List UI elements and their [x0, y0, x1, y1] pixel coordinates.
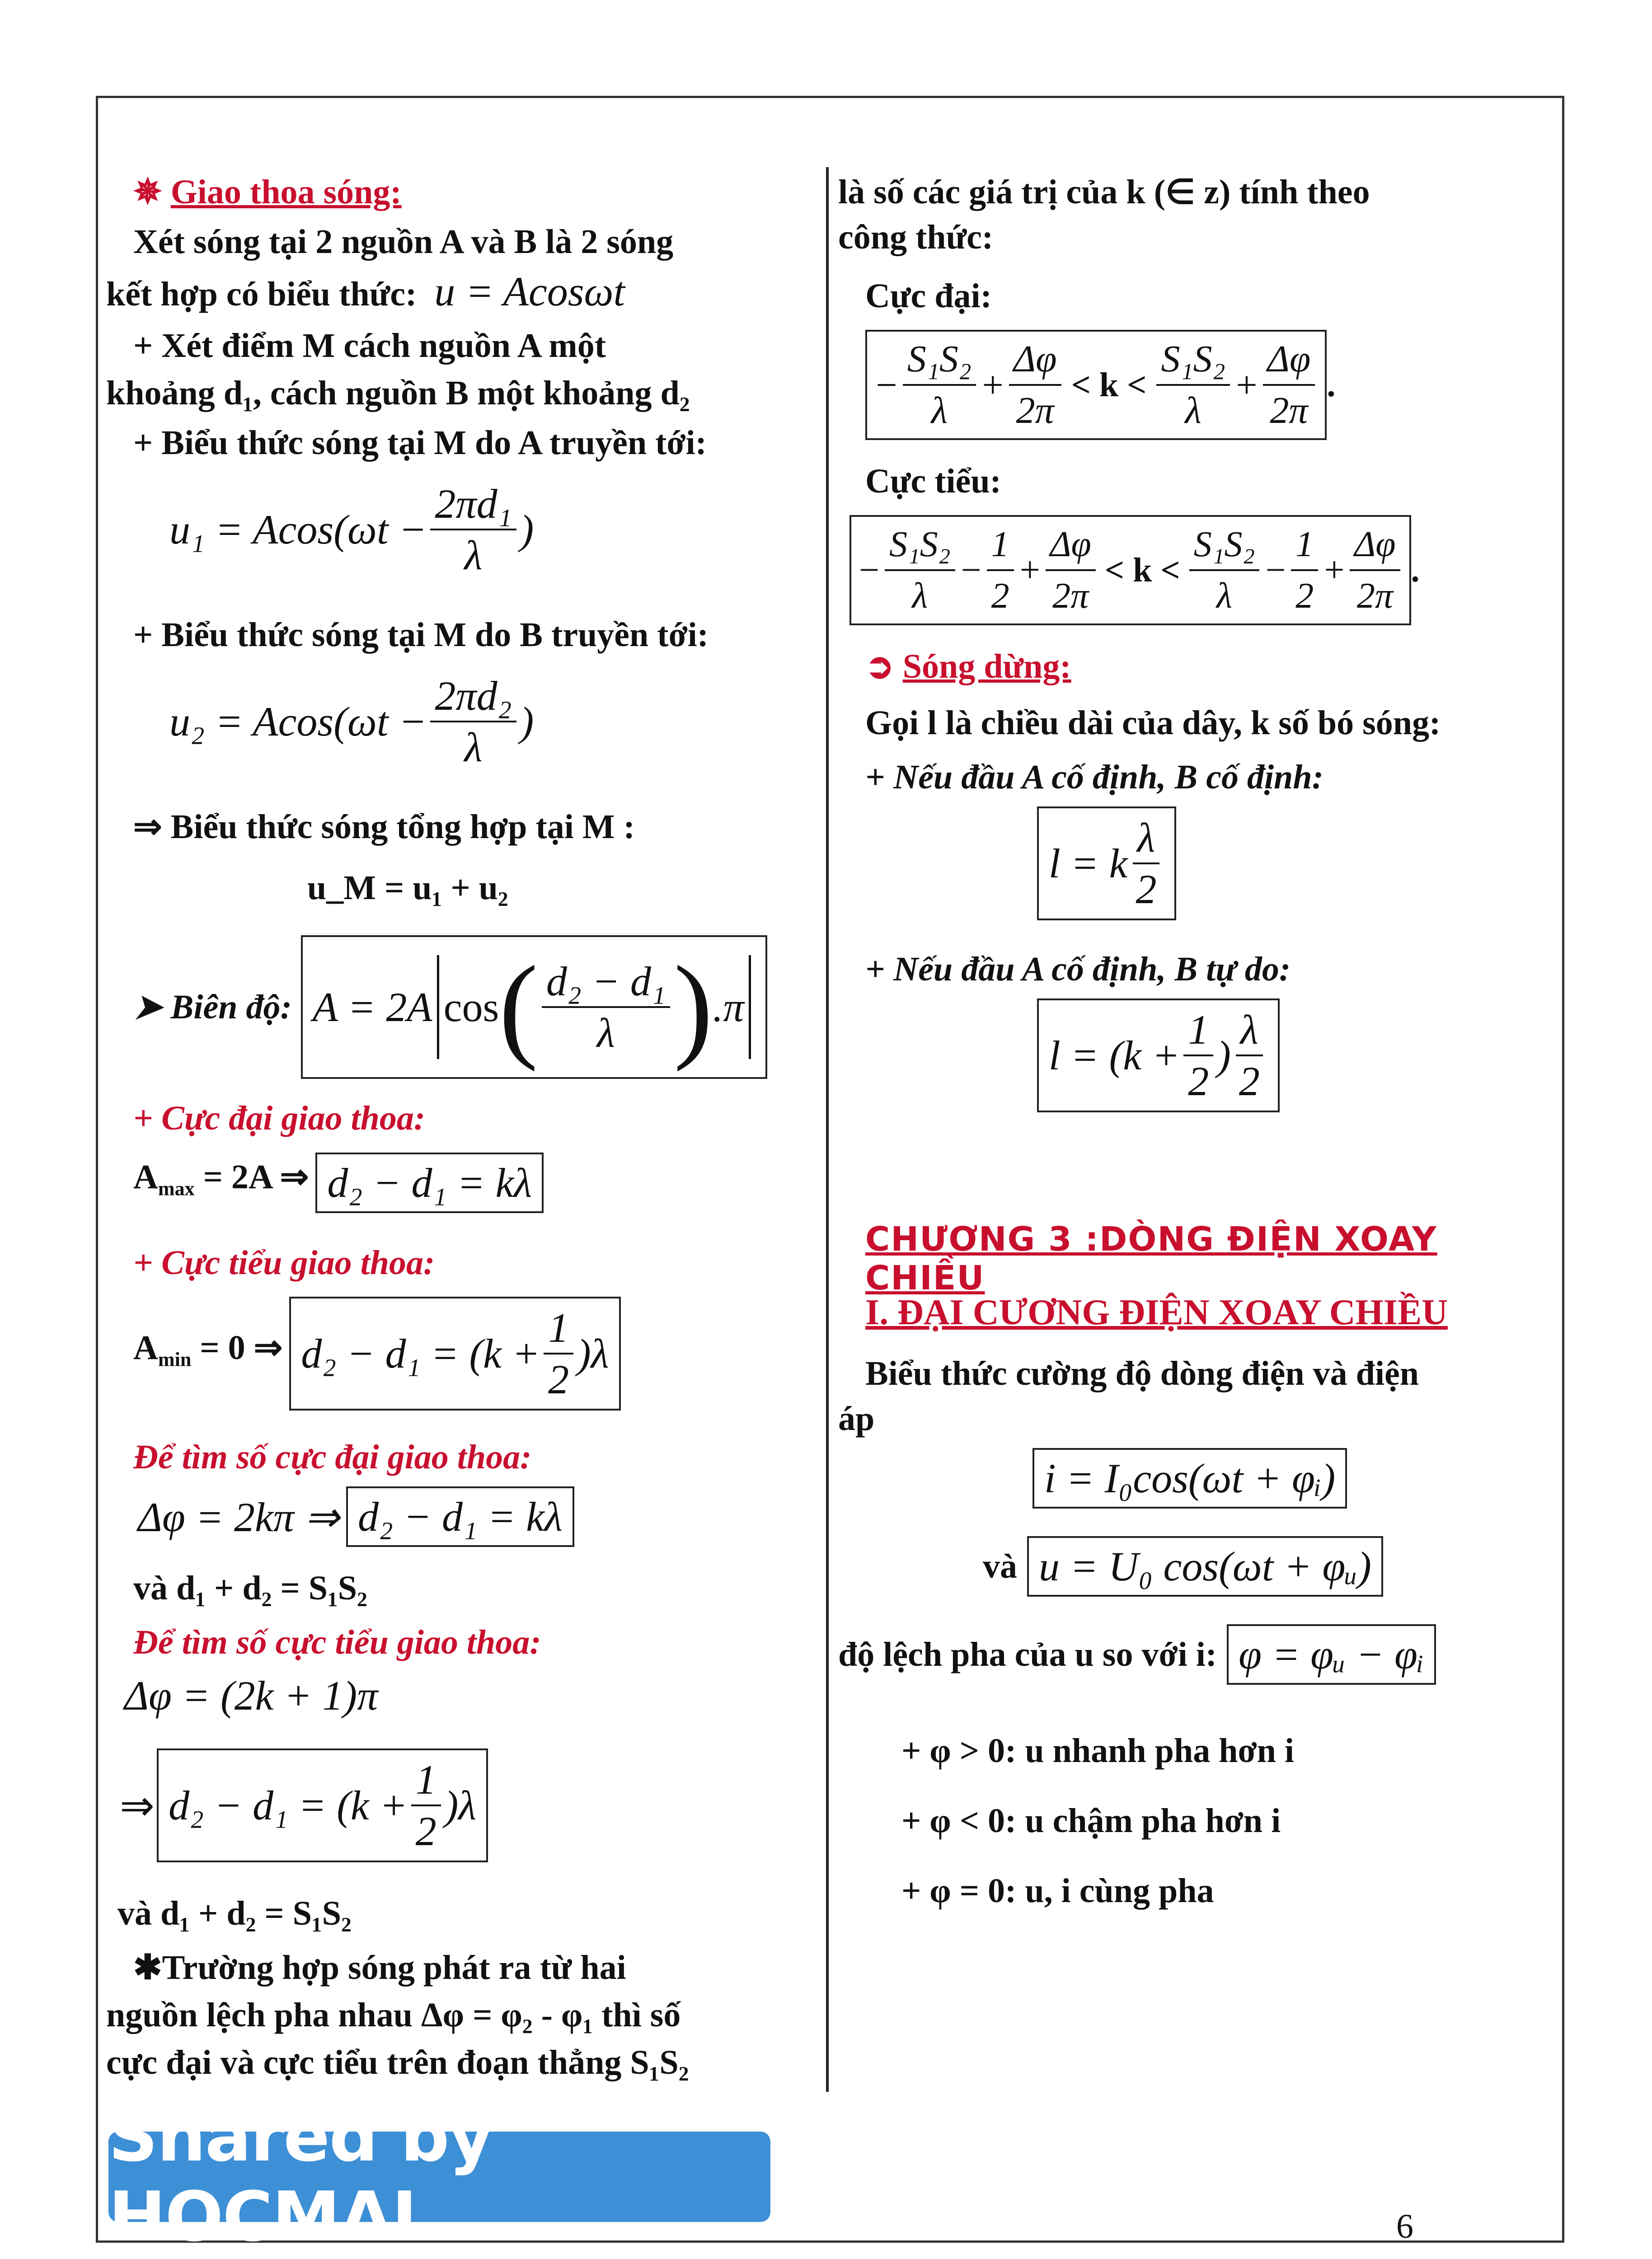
nf3-den: 2π [1052, 576, 1089, 616]
amp-lhs: A = 2A [312, 984, 432, 1030]
amin-row [133, 1297, 621, 1411]
mf4-num: Δφ [1263, 334, 1315, 386]
cont-line-1: là số các giá trị của k (∈ z) tính theo [838, 173, 1370, 211]
abs-bar-right [749, 955, 751, 1059]
point-line-1: + Xét điểm M cách nguồn A một [133, 327, 606, 365]
amax-a: A [133, 1158, 158, 1196]
min-minus-1: − [857, 550, 881, 590]
u-formula-row [983, 1536, 1383, 1597]
u2-num: 2πd₂ [430, 671, 516, 722]
min-inequality-row [849, 515, 1420, 625]
min-label: Cực tiểu: [865, 462, 1001, 500]
abs-bar-left [437, 955, 439, 1059]
u2-formula [169, 671, 534, 772]
amin-formula-b: )λ [577, 1331, 609, 1377]
mf2-den: 2π [1016, 389, 1054, 431]
phase-row [838, 1624, 1436, 1685]
intro-line-1: Xét sóng tại 2 nguồn A và B là 2 sóng [133, 223, 674, 261]
amin-half [544, 1303, 573, 1404]
lambda-half [1131, 813, 1161, 914]
amp-tail: .π [713, 984, 744, 1030]
standing-text: Sóng dừng: [902, 647, 1071, 685]
lkh-two: 2 [1188, 1058, 1209, 1104]
cont-line-2: công thức: [838, 218, 994, 256]
max-minus: − [873, 364, 899, 406]
i-formula-box: i = I₀cos(ωt + φᵢ) [1032, 1448, 1347, 1509]
u2-close: ) [520, 698, 534, 745]
nf6-num: Δφ [1350, 520, 1400, 571]
mf2-num: Δφ [1009, 334, 1061, 386]
arrow-right-icon: ➲ [865, 647, 903, 685]
l-eq-k-half-box [1037, 998, 1280, 1112]
amplitude-box [301, 935, 767, 1079]
amplitude-label: ➤ Biên độ: [133, 988, 292, 1026]
min-minus-2: − [958, 550, 983, 590]
find-min-row [120, 1748, 488, 1862]
min-frac-4 [1189, 520, 1260, 621]
min-lt-k-lt: < k < [1104, 551, 1180, 589]
max-plus-1: + [980, 364, 1005, 406]
l-eq-k: l = k [1049, 840, 1128, 886]
find-max-row [138, 1486, 574, 1547]
max-title: + Cực đại giao thoa: [133, 1099, 426, 1137]
nf1-den: λ [912, 576, 928, 616]
chapter-title: CHƯƠNG 3 :DÒNG ĐIỆN XOAY CHIỀU [865, 1220, 1437, 1298]
amp-num: d₂ − d₁ [542, 956, 670, 1008]
phase-case-2: + φ < 0: u chậm pha hơn i [901, 1802, 1281, 1840]
u1-den: λ [464, 532, 483, 578]
nf3-num: Δφ [1046, 520, 1096, 571]
phase-label: độ lệch pha của u so với i: [838, 1636, 1217, 1673]
find-min-formula-box [157, 1748, 488, 1862]
lkh-one: 1 [1183, 1005, 1213, 1056]
fixed-fixed-label: + Nếu đầu A cố định, B cố định: [865, 758, 1323, 796]
fm-half-num: 1 [411, 1755, 441, 1806]
min-inequality-box [849, 515, 1411, 625]
phase-case-1: + φ > 0: u nhanh pha hơn i [901, 1732, 1294, 1770]
amin-label [133, 1323, 282, 1384]
amax-label [133, 1152, 309, 1214]
lkh-a: l = (k + [1049, 1032, 1180, 1078]
l-eq-k-box [1037, 806, 1176, 920]
min-dot: . [1411, 551, 1420, 589]
intro-line-2 [106, 267, 798, 319]
min-frac-1 [885, 520, 955, 621]
max-frac-1 [903, 334, 976, 436]
expr-line-1: Biểu thức cường độ dòng điện và điện [865, 1354, 1419, 1392]
u1-close: ) [520, 506, 534, 553]
section-title: I. ĐẠI CƯƠNG ĐIỆN XOAY CHIỀU [865, 1293, 1448, 1332]
lkh-lambda-half [1234, 1005, 1264, 1106]
amin-sub: min [158, 1348, 192, 1371]
mf1-num: S₁S₂ [903, 334, 976, 386]
amp-den: λ [596, 1010, 615, 1056]
u1-fraction [430, 479, 516, 580]
min-frac-2 [987, 520, 1014, 621]
find-min-half [411, 1755, 441, 1856]
find-min-formula-b: )λ [444, 1782, 477, 1828]
amax-sub: max [158, 1177, 195, 1200]
nf2-den: 2 [991, 576, 1009, 616]
lh-den: 2 [1136, 866, 1157, 912]
amin-a: A [133, 1328, 158, 1367]
lh-num: λ [1133, 813, 1160, 864]
amplitude-row [133, 935, 767, 1079]
dphi-min: Δφ = (2k + 1)π [124, 1673, 378, 1719]
nf2-num: 1 [987, 520, 1014, 571]
nf5-num: 1 [1291, 520, 1318, 571]
intro-text: kết hợp có biểu thức: [106, 275, 417, 313]
nf5-den: 2 [1295, 576, 1314, 616]
standing-heading [865, 642, 1071, 691]
total-wave-label: ⇒ Biểu thức sóng tổng hợp tại M : [133, 808, 635, 846]
phase-case-3: + φ = 0: u, i cùng pha [901, 1872, 1214, 1910]
amax-formula-box: d₂ − d₁ = kλ [315, 1153, 544, 1213]
intro-formula: u = Acosωt [434, 268, 625, 314]
find-max-title: Để tìm số cực đại giao thoa: [133, 1438, 532, 1476]
shared-by-badge: Shared by HOCMAI [108, 2132, 770, 2222]
mf1-den: λ [931, 389, 948, 431]
fixed-free-label: + Nếu đầu A cố định, B tự do: [865, 950, 1291, 988]
fm-half-den: 2 [415, 1808, 436, 1854]
min-frac-3 [1046, 520, 1096, 621]
find-min-title: Để tìm số cực tiểu giao thoa: [133, 1623, 541, 1661]
i-formula-wrap [1032, 1448, 1347, 1509]
find-min-formula-a: d₂ − d₁ = (k + [169, 1782, 408, 1828]
min-minus-3: − [1263, 550, 1288, 590]
max-frac-3 [1156, 334, 1230, 436]
heading-interference [133, 167, 402, 217]
amax-row [133, 1152, 544, 1214]
nf4-num: S₁S₂ [1189, 520, 1260, 571]
max-lt-k-lt: < k < [1071, 366, 1147, 404]
amin-val: = 0 ⇒ [200, 1328, 283, 1367]
nf6-den: 2π [1356, 576, 1393, 616]
case-line-2: nguồn lệch pha nhau Δφ = φ₂ - φ₁ thì số [106, 1996, 681, 2034]
u1-num: 2πd₁ [430, 479, 516, 530]
u1-formula [169, 479, 534, 580]
case-line-3: cực đại và cực tiểu trên đoạn thẳng S₁S₂ [106, 2043, 689, 2081]
wave-a-label: + Biểu thức sóng tại M do A truyền tới: [133, 424, 707, 462]
point-line-2: khoảng d₁, cách nguồn B một khoảng d₂ [106, 374, 690, 412]
u2-den: λ [464, 724, 483, 770]
mf3-num: S₁S₂ [1156, 334, 1230, 386]
column-divider [826, 167, 829, 2092]
heading-text: Giao thoa sóng: [170, 173, 402, 211]
amin-formula-a: d₂ − d₁ = (k + [301, 1331, 540, 1377]
nf1-num: S₁S₂ [885, 520, 955, 571]
paren-open: ( [499, 942, 538, 1072]
mf4-den: 2π [1270, 389, 1308, 431]
star-icon: ✵ [133, 173, 171, 211]
min-frac-5 [1291, 520, 1318, 621]
amax-val: = 2A ⇒ [203, 1158, 309, 1196]
amin-formula-box [289, 1297, 620, 1411]
phase-formula-box: φ = φᵤ − φᵢ [1227, 1624, 1436, 1685]
lkh-b: ) [1217, 1032, 1231, 1078]
um-formula: u_M = u₁ + u₂ [307, 869, 508, 907]
paren-close: ) [673, 942, 713, 1072]
standing-intro: Gọi l là chiều dài của dây, k số bó sóng: [865, 704, 1441, 742]
lkh-two-b: 2 [1239, 1058, 1260, 1104]
min-title: + Cực tiểu giao thoa: [133, 1244, 435, 1282]
max-inequality-row [865, 330, 1335, 440]
max-inequality-box [865, 330, 1327, 440]
max-plus-2: + [1233, 364, 1259, 406]
amp-cos: cos [443, 984, 499, 1030]
max-dot: . [1327, 366, 1336, 404]
min-plus-2: + [1322, 550, 1347, 590]
u2-fraction [430, 671, 516, 772]
min-frac-6 [1350, 520, 1400, 621]
min-plus-1: + [1017, 550, 1042, 590]
u2-lhs: u₂ = Acos(ωt − [169, 698, 427, 745]
l-eq-k-box-wrap [1037, 806, 1176, 920]
mf3-den: λ [1185, 389, 1201, 431]
u1-lhs: u₁ = Acos(ωt − [169, 506, 427, 553]
implies-arrow: ⇒ [120, 1782, 155, 1829]
dphi-max: Δφ = 2kπ ⇒ [138, 1494, 339, 1540]
sum-line-2: và d₁ + d₂ = S₁S₂ [117, 1894, 352, 1932]
max-frac-4 [1263, 334, 1315, 436]
nf4-den: λ [1216, 576, 1232, 616]
half-num: 1 [544, 1303, 573, 1354]
max-label: Cực đại: [865, 277, 992, 315]
half-den: 2 [548, 1356, 569, 1402]
u-formula-box: u = U₀ cos(ωt + φᵤ) [1027, 1536, 1383, 1597]
and-text: và [983, 1547, 1017, 1585]
max-frac-2 [1009, 334, 1061, 436]
expr-line-2: áp [838, 1400, 875, 1438]
case-line-1: ✱Trường hợp sóng phát ra từ hai [133, 1949, 626, 1987]
amp-fraction [542, 956, 670, 1058]
page-number: 6 [1396, 2207, 1413, 2245]
find-max-formula-box: d₂ − d₁ = kλ [346, 1486, 574, 1547]
sum-line-1: và d₁ + d₂ = S₁S₂ [133, 1569, 367, 1607]
lkh-half [1183, 1005, 1213, 1106]
lkh-lambda: λ [1236, 1005, 1263, 1056]
l-eq-k-half-wrap [1037, 998, 1280, 1112]
wave-b-label: + Biểu thức sóng tại M do B truyền tới: [133, 616, 709, 654]
